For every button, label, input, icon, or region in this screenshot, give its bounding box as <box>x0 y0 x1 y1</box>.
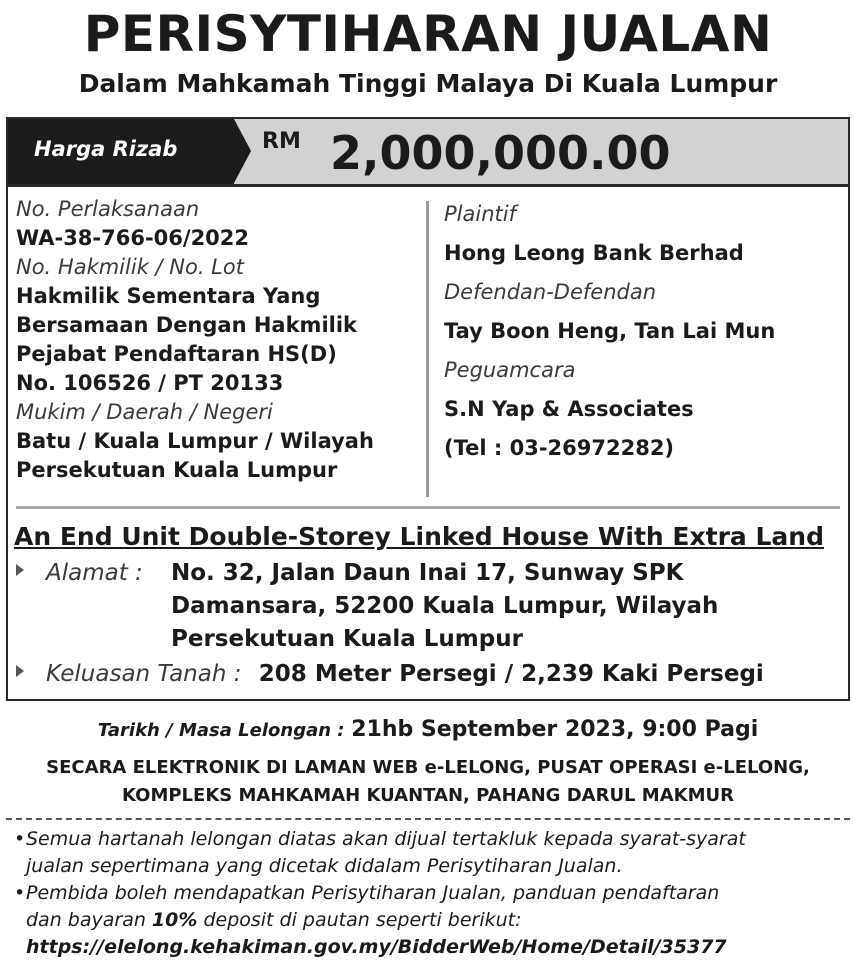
auction-datetime-label: Tarikh / Masa Lelongan : <box>97 720 345 741</box>
address-line: Damansara, 52200 Kuala Lumpur, Wilayah <box>171 593 719 619</box>
case-info-left <box>16 195 426 485</box>
deposit-percent: 10% <box>151 909 198 931</box>
solicitor-phone: (Tel : 03-26972282) <box>444 436 675 460</box>
location-value-line: Persekutuan Kuala Lumpur <box>16 458 338 482</box>
defendants-label: Defendan-Defendan <box>444 280 657 304</box>
auction-venue <box>0 754 856 810</box>
section-divider <box>16 506 840 509</box>
auction-datetime-value: 21hb September 2023, 9:00 Pagi <box>351 717 759 742</box>
notes <box>14 826 850 961</box>
solicitor-label: Peguamcara <box>444 358 576 382</box>
plaintiff-value: Hong Leong Bank Berhad <box>444 241 744 265</box>
bullet-arrow-icon <box>16 665 24 677</box>
bullet: • <box>14 882 26 904</box>
venue-line: SECARA ELEKTRONIK DI LAMAN WEB e-LELONG, PUSAT OPERASI e-LELONG, <box>46 757 810 778</box>
notice-title: PERISYTIHARAN JUALAN <box>83 5 773 63</box>
title-no-label: No. Hakmilik / No. Lot <box>16 255 244 279</box>
note-item <box>14 880 850 961</box>
note-text: deposit di pautan seperti berikut: <box>197 909 522 931</box>
title-no-value-line: Pejabat Pendaftaran HS(D) <box>16 342 337 366</box>
area-label: Keluasan Tanah : <box>46 661 242 687</box>
plaintiff-label: Plaintif <box>444 202 516 226</box>
address-line: Persekutuan Kuala Lumpur <box>171 626 523 652</box>
location-label: Mukim / Daerah / Negeri <box>16 400 273 424</box>
note-text: dan bayaran <box>26 909 152 931</box>
note-item <box>14 826 850 880</box>
address-row <box>16 557 143 590</box>
note-line <box>26 907 850 934</box>
notes-divider <box>6 818 850 820</box>
title-no-value-line: Bersamaan Dengan Hakmilik <box>16 313 358 337</box>
solicitor-value: S.N Yap & Associates <box>444 397 694 421</box>
bidder-url-link[interactable]: https://elelong.kehakiman.gov.my/BidderWeb/Home/Detail/35377 <box>26 936 727 958</box>
area-value: 208 Meter Persegi / 2,239 Kaki Persegi <box>258 661 764 687</box>
property-title: An End Unit Double-Storey Linked House With Extra Land <box>14 522 824 551</box>
court-subtitle: Dalam Mahkamah Tinggi Malaya Di Kuala Lumpur <box>78 69 778 98</box>
area-row <box>16 658 764 691</box>
title-no-value-line: Hakmilik Sementara Yang <box>16 284 321 308</box>
note-line: jualan sepertimana yang dicetak didalam Perisytiharan Jualan. <box>26 855 623 877</box>
location-value-line: Batu / Kuala Lumpur / Wilayah <box>16 429 374 453</box>
reserve-price-tag <box>8 119 234 184</box>
reserve-price-label: Harga Rizab <box>34 137 178 161</box>
execution-no-label: No. Perlaksanaan <box>16 197 200 221</box>
reserve-price-amount: 2,000,000.00 <box>330 126 671 180</box>
bullet-arrow-icon <box>16 564 24 576</box>
reserve-price-bar <box>8 119 848 187</box>
case-info-right <box>444 195 844 468</box>
currency-label: RM <box>262 129 301 154</box>
venue-line: KOMPLEKS MAHKAMAH KUANTAN, PAHANG DARUL MAKMUR <box>122 785 734 806</box>
address-line: No. 32, Jalan Daun Inai 17, Sunway SPK <box>171 560 684 586</box>
address-label: Alamat : <box>46 560 143 586</box>
auction-datetime <box>0 714 856 745</box>
execution-no-value: WA-38-766-06/2022 <box>16 226 250 250</box>
address-value <box>171 557 831 656</box>
defendants-value: Tay Boon Heng, Tan Lai Mun <box>444 319 776 343</box>
column-divider <box>426 201 429 497</box>
title-no-value-line: No. 106526 / PT 20133 <box>16 371 284 395</box>
note-line: Semua hartanah lelongan diatas akan dijual tertakluk kepada syarat-syarat <box>26 828 746 850</box>
bullet: • <box>14 828 26 850</box>
note-line: Pembida boleh mendapatkan Perisytiharan Jualan, panduan pendaftaran <box>26 882 720 904</box>
